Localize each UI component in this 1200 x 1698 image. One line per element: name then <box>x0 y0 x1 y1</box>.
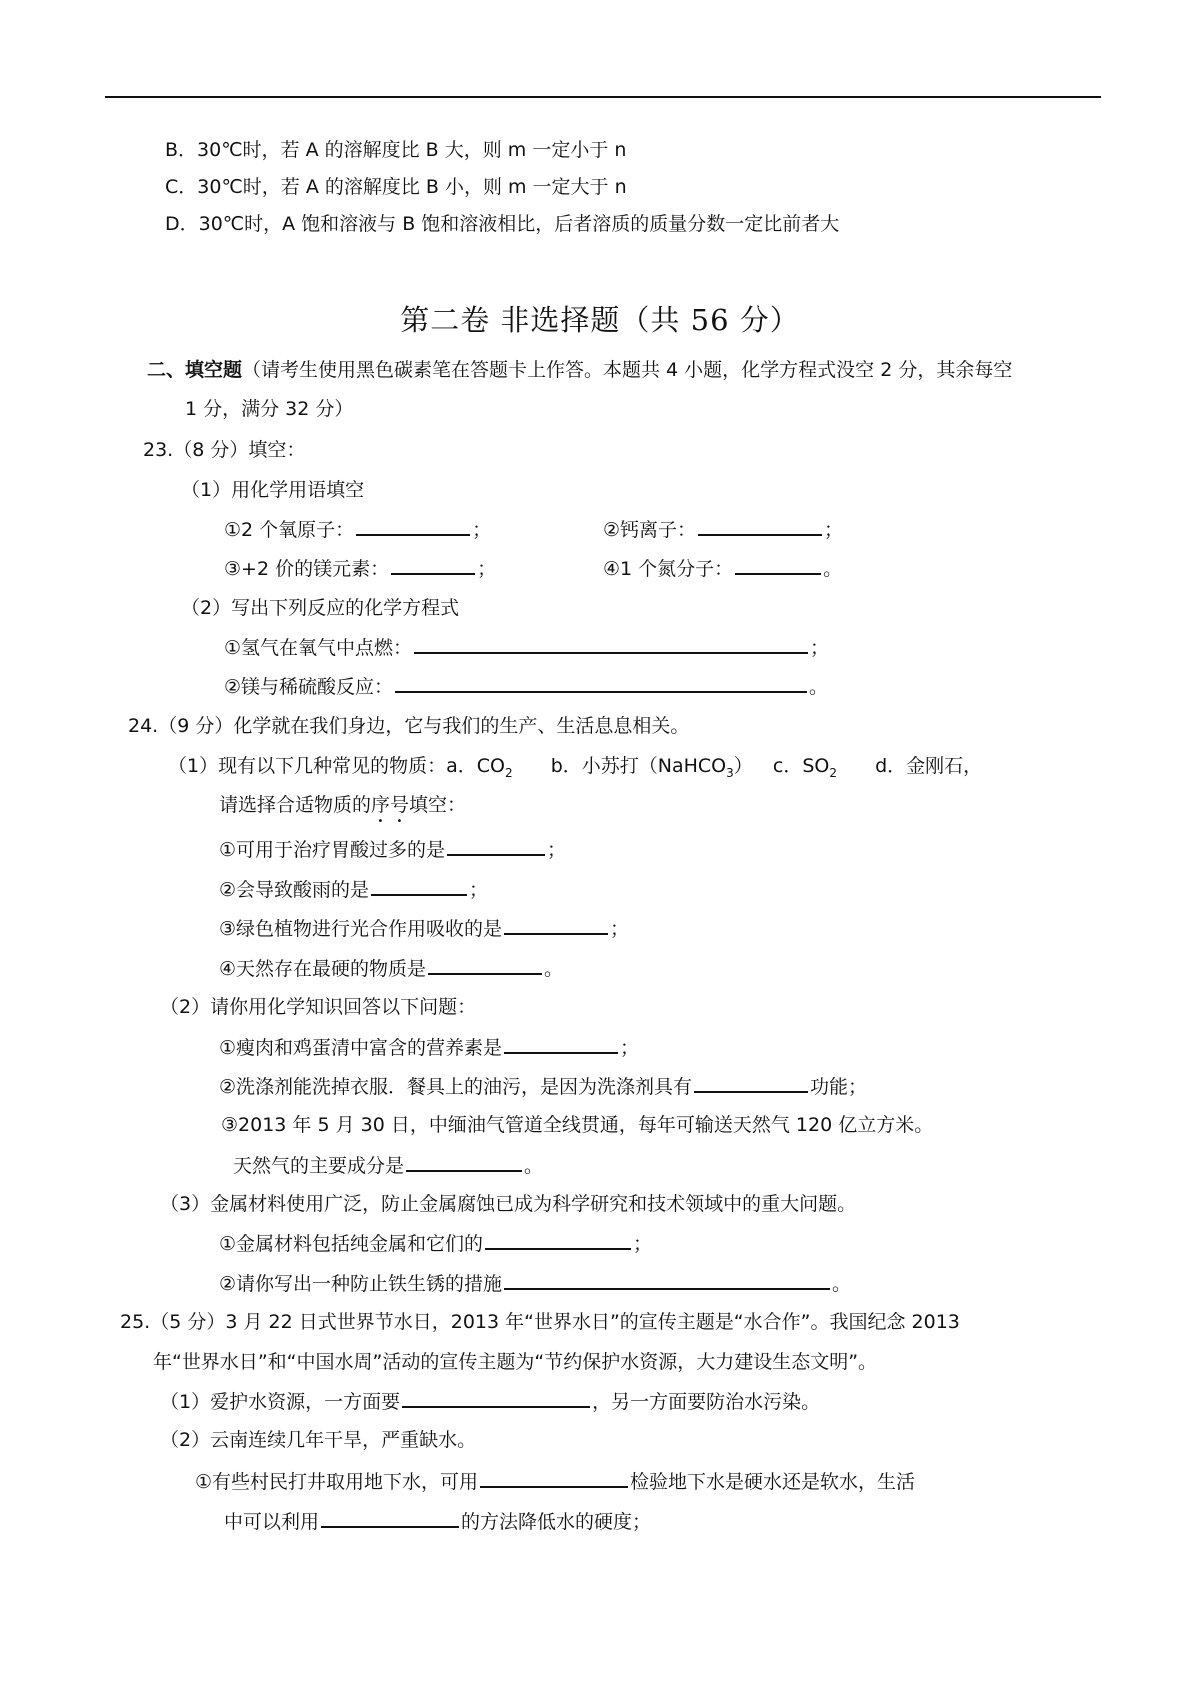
q25-item1 <box>195 1468 915 1495</box>
part2-instruction-line2: 1 分，满分 32 分） <box>185 398 354 420</box>
q25-sub1-suffix: ，另一方面要防治水污染。 <box>592 1391 821 1413</box>
q24-a2-label: ②会导致酸雨的是 <box>219 879 370 901</box>
q23-item3-punct: ； <box>477 558 497 580</box>
q24-option-c-subscript: 2 <box>829 765 837 780</box>
q23-item2 <box>603 516 843 543</box>
q25-item1-label: ①有些村民打井取用地下水，可用 <box>195 1471 479 1493</box>
q24-a3-punct: ； <box>610 918 630 940</box>
q25-item1-blank2[interactable] <box>321 1508 459 1528</box>
q23-item2-blank[interactable] <box>698 516 822 536</box>
q24-c2-punct: 。 <box>832 1273 852 1295</box>
q24-a2-blank[interactable] <box>371 876 467 896</box>
q23-item3-label: ③+2 价的镁元素： <box>224 558 390 580</box>
option-c: C．30℃时，若 A 的溶解度比 B 小，则 m 一定大于 n <box>165 176 627 198</box>
q24-b3-line1: ③2013 年 5 月 30 日，中缅油气管道全线贯通，每年可输送天然气 120 亿立方米。 <box>221 1114 934 1136</box>
q25-sub1-label: （1）爱护水资源，一方面要 <box>160 1391 401 1413</box>
option-b: B．30℃时，若 A 的溶解度比 B 大，则 m 一定小于 n <box>165 139 627 161</box>
q24-b3-label: 天然气的主要成分是 <box>233 1155 405 1177</box>
q24-sub3: （3）金属材料使用广泛，防止金属腐蚀已成为科学研究和技术领域中的重大问题。 <box>160 1193 857 1215</box>
q25-item1-line2-suffix: 的方法降低水的硬度； <box>461 1511 652 1533</box>
q24-b3-blank[interactable] <box>406 1152 522 1172</box>
q24-a1-label: ①可用于治疗胃酸过多的是 <box>219 839 446 861</box>
q24-b2-suffix: 功能； <box>810 1076 868 1098</box>
q24-b2-blank[interactable] <box>694 1073 808 1093</box>
q23-item1-punct: ； <box>472 519 492 541</box>
q23-eq2 <box>224 673 828 700</box>
q23-eq1 <box>224 634 829 661</box>
q24-b3-punct: 。 <box>524 1155 544 1177</box>
q23-item3-blank[interactable] <box>391 555 475 575</box>
q23-item4-label: ④1 个氮分子： <box>603 558 734 580</box>
q24-stem: 24.（9 分）化学就在我们身边，它与我们的生产、生活息息相关。 <box>128 715 690 737</box>
q24-b1-label: ①瘦肉和鸡蛋清中富含的营养素是 <box>219 1037 503 1059</box>
q24-a4-label: ④天然存在最硬的物质是 <box>219 958 427 980</box>
q23-item4-blank[interactable] <box>735 555 821 575</box>
q24-a4 <box>219 955 563 982</box>
q25-stem-line2: 年“世界水日”和“中国水周”活动的宣传主题为“节约保护水资源，大力建设生态文明”。 <box>153 1351 878 1373</box>
q24-a1-punct: ； <box>547 839 567 861</box>
q23-item3 <box>224 555 496 582</box>
q23-item4-punct: 。 <box>823 558 843 580</box>
q24-option-b-close: ） <box>733 755 753 777</box>
q24-sub1-line2 <box>219 792 466 827</box>
q25-stem-line1: 25.（5 分）3 月 22 日式世界节水日，2013 年“世界水日”的宣传主题是“水合作”。我国纪念 2013 <box>120 1311 960 1333</box>
q24-option-b: b．小苏打（NaHCO <box>550 755 727 777</box>
q24-c2-blank[interactable] <box>504 1270 830 1290</box>
q23-item1 <box>224 516 491 543</box>
q24-option-b-subscript: 3 <box>726 765 734 780</box>
q24-a4-punct: 。 <box>544 958 564 980</box>
q24-emphasis-text: 序号 <box>371 794 410 816</box>
q24-c2 <box>219 1270 851 1297</box>
q24-option-c: c．SO <box>772 755 830 777</box>
q24-b1-punct: ； <box>620 1037 640 1059</box>
q23-sub2: （2）写出下列反应的化学方程式 <box>181 597 460 619</box>
q24-a3 <box>219 915 629 942</box>
q24-option-a: （1）现有以下几种常见的物质：a．CO <box>168 755 505 777</box>
q24-a1 <box>219 836 566 863</box>
q24-sub1 <box>168 753 982 786</box>
q24-a2-punct: ； <box>469 879 489 901</box>
q24-c1-punct: ； <box>633 1233 653 1255</box>
q24-c1 <box>219 1230 652 1257</box>
q25-item1-suffix: 检验地下水是硬水还是软水，生活 <box>630 1471 916 1493</box>
q24-sub2: （2）请你用化学知识回答以下问题： <box>160 996 477 1018</box>
q24-a4-blank[interactable] <box>428 955 542 975</box>
header-rule <box>105 96 1101 98</box>
q23-item4 <box>603 555 842 582</box>
q23-eq2-punct: 。 <box>809 676 829 698</box>
q24-a2 <box>219 876 488 903</box>
q23-item2-label: ②钙离子： <box>603 519 697 541</box>
q23-stem: 23.（8 分）填空： <box>143 439 306 461</box>
q24-b2-label: ②洗涤剂能洗掉衣服．餐具上的油污，是因为洗涤剂具有 <box>219 1076 693 1098</box>
q25-item1-blank1[interactable] <box>480 1468 628 1488</box>
q23-eq1-punct: ； <box>810 637 830 659</box>
q25-item1-line2 <box>224 1508 651 1535</box>
q25-sub1-blank[interactable] <box>402 1388 590 1408</box>
q24-a3-blank[interactable] <box>504 915 608 935</box>
q24-c2-label: ②请你写出一种防止铁生锈的措施 <box>219 1273 503 1295</box>
q24-option-d: d．金刚石， <box>875 755 983 777</box>
q24-c1-label: ①金属材料包括纯金属和它们的 <box>219 1233 484 1255</box>
q23-item2-punct: ； <box>824 519 844 541</box>
q25-sub1 <box>160 1388 820 1415</box>
q23-sub1: （1）用化学用语填空 <box>181 479 365 501</box>
q23-item1-blank[interactable] <box>356 516 470 536</box>
q23-item1-label: ①2 个氧原子： <box>224 519 355 541</box>
option-d: D．30℃时，A 饱和溶液与 B 饱和溶液相比，后者溶质的质量分数一定比前者大 <box>165 213 840 235</box>
section-title: 第二卷 非选择题（共 56 分） <box>400 303 800 337</box>
q23-eq2-label: ②镁与稀硫酸反应： <box>224 676 394 698</box>
q23-eq1-blank[interactable] <box>414 634 808 654</box>
q23-eq1-label: ①氢气在氧气中点燃： <box>224 637 413 659</box>
q25-sub2: （2）云南连续几年干旱，严重缺水。 <box>160 1429 477 1451</box>
part2-heading: 二、填空题 <box>147 359 243 381</box>
q24-b1-blank[interactable] <box>504 1034 618 1054</box>
part2-instruction-text: （请考生使用黑色碳素笔在答题卡上作答。本题共 4 小题，化学方程式没空 2 分，其余每空 <box>242 359 1013 381</box>
part2-instruction-line1 <box>147 357 1012 383</box>
q23-eq2-blank[interactable] <box>395 673 807 693</box>
q24-b1 <box>219 1034 639 1061</box>
q24-sub1-line2-b: 填空： <box>409 794 467 816</box>
q24-c1-blank[interactable] <box>485 1230 631 1250</box>
q24-b2 <box>219 1073 867 1100</box>
q24-sub1-line2-a: 请选择合适物质的 <box>219 794 372 816</box>
q24-a3-label: ③绿色植物进行光合作用吸收的是 <box>219 918 503 940</box>
q24-a1-blank[interactable] <box>447 836 545 856</box>
q25-item1-line2-label: 中可以利用 <box>224 1511 320 1533</box>
q24-option-a-subscript: 2 <box>504 765 513 780</box>
q24-b3-line2 <box>233 1152 543 1179</box>
